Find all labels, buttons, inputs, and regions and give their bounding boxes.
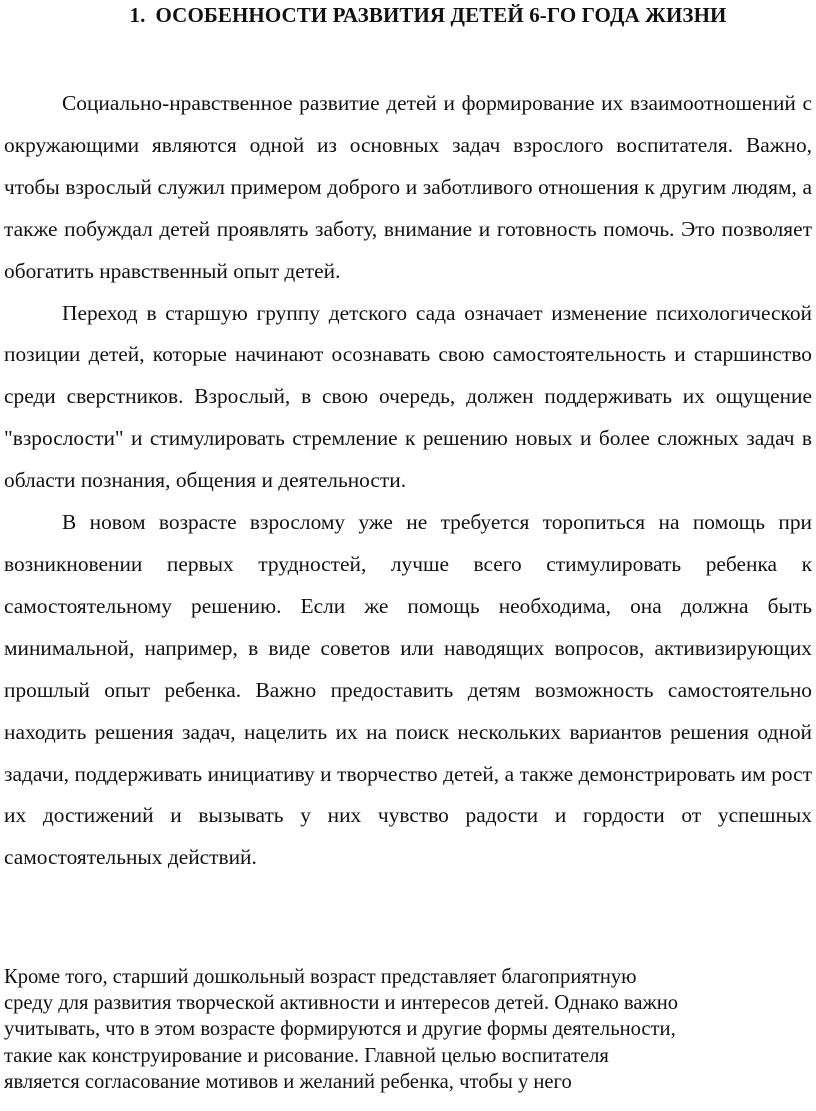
section-title: ОСОБЕННОСТИ РАЗВИТИЯ ДЕТЕЙ 6-ГО ГОДА ЖИЗНИ	[155, 3, 727, 27]
tail-line: среду для развития творческой активности и интересов детей. Однако важно	[4, 992, 679, 1015]
paragraph-senior-group: Переход в старшую группу детского сада означает изменение психологической позиции детей, которые начинают осознавать свою самостоятельность и старшинство среди сверстников. Взрослый, в свою очередь, должен поддерживать их ощущение "взрослости" и стимулировать стремление к решению новых и более сложных задач в области познания, общения и деятельности.	[4, 300, 812, 493]
tail-line: Кроме того, старший дошкольный возраст представляет благоприятную	[4, 966, 637, 988]
section-heading	[0, 3, 816, 28]
paragraph-social-moral: Социально-нравственное развитие детей и формирование их взаимоотношений с окружающими являются одной из основных задач взрослого воспитателя. Важно, чтобы взрослый служил примером доброго и заботливого отношения к другим людям, а также побуждал детей проявлять заботу, внимание и готовность помочь. Это позволяет обогатить нравственный опыт детей.	[4, 91, 812, 283]
tail-line: является согласование мотивов и желаний ребенка, чтобы у него	[4, 1070, 572, 1093]
tail-line: учитывать, что в этом возрасте формируются и другие формы деятельности,	[4, 1018, 676, 1041]
tail-text	[4, 964, 812, 1095]
paragraph-new-age: В новом возрасте взрослому уже не требуется торопиться на помощь при возникновении первых трудностей, лучше всего стимулировать ребенка к самостоятельному решению. Если же помощь необходима, она должна быть минимальной, например, в виде советов или наводящих вопросов, активизирующих прошлый опыт ребенка. Важно предоставить детям возможность самостоятельно находить решения задач, нацелить их на поиск нескольких вариантов решения одной задачи, поддерживать инициативу и творчество детей, а также демонстрировать им рост их достижений и вызывать у них чувство радости и гордости от успешных самостоятельных действий.	[4, 510, 812, 870]
body-text	[4, 83, 812, 879]
section-number: 1.	[129, 3, 146, 27]
tail-line: такие как конструирование и рисование. Главной целью воспитателя	[4, 1044, 609, 1067]
